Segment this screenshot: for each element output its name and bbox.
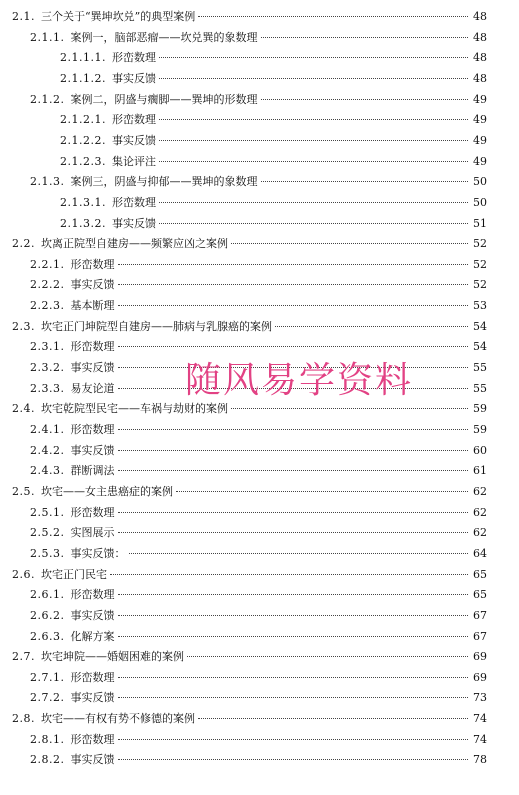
toc-entry[interactable] <box>30 28 487 48</box>
toc-entry-title: 事实反馈 <box>70 361 115 374</box>
dot-leader <box>275 326 468 327</box>
dot-leader <box>118 388 469 389</box>
dot-leader <box>118 677 469 678</box>
dot-leader <box>118 346 469 347</box>
dot-leader <box>159 78 468 79</box>
toc-entry-page-number: 59 <box>473 402 487 415</box>
toc-entry-number: 2.8.1. <box>30 733 65 746</box>
toc-entry-page-number: 50 <box>473 196 487 209</box>
toc-entry[interactable] <box>30 379 487 399</box>
toc-entry[interactable] <box>30 523 487 543</box>
toc-entry-number: 2.1.2. <box>30 93 65 106</box>
toc-entry-number: 2.1.2.1. <box>60 113 106 126</box>
toc-entry-title: 事实反馈 <box>111 134 156 147</box>
toc-entry-number: 2.4.3. <box>30 464 65 477</box>
toc-entry-number: 2.2. <box>12 237 35 250</box>
toc-entry[interactable] <box>30 606 487 626</box>
dot-leader <box>187 656 468 657</box>
toc-entry-number: 2.4.1. <box>30 423 65 436</box>
toc-entry-page-number: 62 <box>473 506 487 519</box>
toc-entry-page-number: 62 <box>473 526 487 539</box>
toc-entry-title: 群断调法 <box>70 464 115 477</box>
toc-entry-title: 基本断理 <box>70 299 115 312</box>
dot-leader <box>129 553 469 554</box>
toc-entry[interactable] <box>30 688 487 708</box>
watermark: 随风易学资料 <box>185 360 414 401</box>
toc-entry-page-number: 74 <box>473 733 487 746</box>
toc-entry[interactable] <box>60 48 487 68</box>
toc-entry[interactable] <box>30 627 487 647</box>
toc-entry-number: 2.7.2. <box>30 691 65 704</box>
dot-leader <box>176 491 468 492</box>
toc-entry[interactable] <box>30 503 487 523</box>
toc-entry-page-number: 49 <box>473 113 487 126</box>
toc-entry-title: 实图展示 <box>70 526 115 539</box>
toc-entry[interactable] <box>12 7 487 27</box>
toc-entry-title: 事实反馈 <box>70 278 115 291</box>
dot-leader <box>118 697 469 698</box>
toc-entry-page-number: 49 <box>473 93 487 106</box>
toc-entry-number: 2.4.2. <box>30 444 65 457</box>
toc-entry[interactable] <box>12 482 487 502</box>
toc-entry-page-number: 62 <box>473 485 487 498</box>
toc-entry-title: 三个关于“巽坤坎兑”的典型案例 <box>41 10 196 23</box>
dot-leader <box>118 532 469 533</box>
toc-entry-page-number: 48 <box>473 31 487 44</box>
toc-entry-page-number: 53 <box>473 299 487 312</box>
toc-entry-title: 事实反馈 <box>70 691 115 704</box>
toc-entry-number: 2.2.2. <box>30 278 65 291</box>
toc-entry-page-number: 78 <box>473 753 487 766</box>
toc-entry-number: 2.6. <box>12 568 35 581</box>
toc-entry-title: 坎宅正门坤院型自建房——肺病与乳腺癌的案例 <box>41 320 272 333</box>
toc-entry[interactable] <box>60 193 487 213</box>
dot-leader <box>159 140 468 141</box>
dot-leader <box>118 450 469 451</box>
toc-entry-number: 2.5.3. <box>30 547 65 560</box>
toc-entry-number: 2.1.3.1. <box>60 196 106 209</box>
toc-entry-page-number: 59 <box>473 423 487 436</box>
toc-entry-number: 2.6.2. <box>30 609 65 622</box>
toc-entry[interactable] <box>30 296 487 316</box>
toc-entry-page-number: 51 <box>473 217 487 230</box>
toc-entry[interactable] <box>30 337 487 357</box>
toc-entry[interactable] <box>60 131 487 151</box>
toc-entry[interactable] <box>30 255 487 275</box>
dot-leader <box>261 99 469 100</box>
dot-leader <box>118 512 469 513</box>
toc-entry-title: 形峦数理 <box>70 671 115 684</box>
toc-entry-title: 坎离正院型自建房——频繁应凶之案例 <box>41 237 228 250</box>
dot-leader <box>261 37 469 38</box>
toc-entry-title: 形峦数理 <box>70 506 115 519</box>
toc-entry-page-number: 54 <box>473 340 487 353</box>
toc-entry-page-number: 48 <box>473 72 487 85</box>
toc-entry-page-number: 61 <box>473 464 487 477</box>
toc-entry-title: 事实反馈 <box>111 72 156 85</box>
toc-entry-number: 2.1.2.2. <box>60 134 106 147</box>
toc-entry-title: 事实反馈 <box>70 753 115 766</box>
dot-leader <box>118 367 469 368</box>
toc-entry-page-number: 50 <box>473 175 487 188</box>
dot-leader <box>231 408 468 409</box>
dot-leader <box>159 161 468 162</box>
toc-entry[interactable] <box>30 668 487 688</box>
toc-entry-number: 2.3.1. <box>30 340 65 353</box>
toc-entry[interactable] <box>30 420 487 440</box>
toc-entry-title: 坎宅——有权有势不修德的案例 <box>41 712 195 725</box>
toc-entry[interactable] <box>30 358 487 378</box>
toc-entry-page-number: 60 <box>473 444 487 457</box>
toc-entry-number: 2.1.3. <box>30 175 65 188</box>
toc-entry-number: 2.5.2. <box>30 526 65 539</box>
toc-entry[interactable] <box>12 709 487 729</box>
dot-leader <box>159 223 468 224</box>
toc-entry-page-number: 52 <box>473 258 487 271</box>
toc-entry-title: 案例一，脑部恶瘤——坎兑巽的象数理 <box>70 31 258 44</box>
toc-entry-page-number: 64 <box>473 547 487 560</box>
toc-entry-title: 案例三，阴盛与抑郁——巽坤的象数理 <box>70 175 258 188</box>
toc-entry-number: 2.1.3.2. <box>60 217 106 230</box>
dot-leader <box>118 264 469 265</box>
toc-entry-title: 坎宅正门民宅 <box>41 568 107 581</box>
toc-entry-number: 2.6.3. <box>30 630 65 643</box>
toc-entry[interactable] <box>30 750 487 770</box>
toc-entry-page-number: 69 <box>473 650 487 663</box>
toc-entry-title: 坎宅——女主患癌症的案例 <box>41 485 173 498</box>
toc-entry-page-number: 74 <box>473 712 487 725</box>
toc-entry[interactable] <box>12 399 487 419</box>
toc-entry-page-number: 52 <box>473 237 487 250</box>
toc-entry-number: 2.1. <box>12 10 35 23</box>
toc-entry-number: 2.8. <box>12 712 35 725</box>
toc-entry-title: 形峦数理 <box>70 423 115 436</box>
toc-entry[interactable] <box>12 234 487 254</box>
toc-entry[interactable] <box>60 214 487 234</box>
toc-entry-page-number: 67 <box>473 630 487 643</box>
dot-leader <box>159 119 468 120</box>
dot-leader <box>198 718 468 719</box>
toc-entry-title: 形峦数理 <box>111 196 156 209</box>
toc-entry-page-number: 67 <box>473 609 487 622</box>
toc-entry-page-number: 65 <box>473 568 487 581</box>
toc-entry[interactable] <box>30 730 487 750</box>
toc-entry-title: 形峦数理 <box>70 258 115 271</box>
toc-entry-page-number: 48 <box>473 10 487 23</box>
toc-entry[interactable] <box>60 69 487 89</box>
toc-entry-number: 2.3.2. <box>30 361 65 374</box>
dot-leader <box>118 305 469 306</box>
toc-entry-title: 形峦数理 <box>111 113 156 126</box>
toc-entry-page-number: 55 <box>473 361 487 374</box>
dot-leader <box>261 181 469 182</box>
toc-entry-number: 2.6.1. <box>30 588 65 601</box>
toc-entry[interactable] <box>30 275 487 295</box>
toc-entry-number: 2.7. <box>12 650 35 663</box>
dot-leader <box>118 759 469 760</box>
dot-leader <box>118 615 469 616</box>
toc-entry-page-number: 49 <box>473 155 487 168</box>
toc-entry-number: 2.3.3. <box>30 382 65 395</box>
toc-entry-number: 2.3. <box>12 320 35 333</box>
toc-entry[interactable] <box>30 585 487 605</box>
toc-entry-title: 事实反馈： <box>70 547 126 560</box>
toc-entry-title: 易友论道 <box>70 382 115 395</box>
toc-entry-title: 形峦数理 <box>111 51 156 64</box>
toc-entry-title: 坎宅乾院型民宅——车祸与劫财的案例 <box>41 402 228 415</box>
toc-entry-page-number: 55 <box>473 382 487 395</box>
dot-leader <box>159 202 468 203</box>
toc-entry-title: 事实反馈 <box>111 217 156 230</box>
toc-entry-number: 2.1.1.2. <box>60 72 106 85</box>
toc-entry-page-number: 52 <box>473 278 487 291</box>
toc-entry[interactable] <box>12 647 487 667</box>
dot-leader <box>159 57 468 58</box>
toc-entry[interactable] <box>30 172 487 192</box>
toc-entry-number: 2.1.1.1. <box>60 51 106 64</box>
toc-entry-page-number: 65 <box>473 588 487 601</box>
dot-leader <box>118 429 469 430</box>
toc-entry-title: 事实反馈 <box>70 609 115 622</box>
toc-entry-title: 形峦数理 <box>70 588 115 601</box>
toc-entry[interactable] <box>12 565 487 585</box>
toc-entry-title: 形峦数理 <box>70 733 115 746</box>
toc-entry[interactable] <box>30 441 487 461</box>
toc-entry-number: 2.5. <box>12 485 35 498</box>
dot-leader <box>110 574 468 575</box>
dot-leader <box>118 636 469 637</box>
dot-leader <box>118 739 469 740</box>
toc-entry-title: 化解方案 <box>70 630 115 643</box>
toc-entry-page-number: 48 <box>473 51 487 64</box>
dot-leader <box>118 284 469 285</box>
toc-entry-number: 2.2.1. <box>30 258 65 271</box>
toc-entry[interactable] <box>60 152 487 172</box>
toc-entry[interactable] <box>60 110 487 130</box>
toc-entry[interactable] <box>30 90 487 110</box>
toc-entry-title: 坎宅坤院——婚姻困难的案例 <box>41 650 184 663</box>
toc-entry-title: 集论评注 <box>111 155 156 168</box>
toc-entry-number: 2.2.3. <box>30 299 65 312</box>
toc-entry-title: 案例二，阴盛与瘸脚——巽坤的形数理 <box>70 93 258 106</box>
toc-entry[interactable] <box>30 461 487 481</box>
toc-entry-page-number: 73 <box>473 691 487 704</box>
toc-entry-page-number: 54 <box>473 320 487 333</box>
toc-entry-page-number: 49 <box>473 134 487 147</box>
toc-entry-title: 事实反馈 <box>70 444 115 457</box>
toc-entry-number: 2.7.1. <box>30 671 65 684</box>
dot-leader <box>118 470 469 471</box>
dot-leader <box>118 594 469 595</box>
toc-entry[interactable] <box>30 544 487 564</box>
toc-entry-number: 2.1.2.3. <box>60 155 106 168</box>
dot-leader <box>198 16 468 17</box>
toc-entry-number: 2.5.1. <box>30 506 65 519</box>
toc-entry-number: 2.4. <box>12 402 35 415</box>
toc-entry-number: 2.8.2. <box>30 753 65 766</box>
toc-entry-title: 形峦数理 <box>70 340 115 353</box>
dot-leader <box>231 243 468 244</box>
toc-entry-page-number: 69 <box>473 671 487 684</box>
toc-entry[interactable] <box>12 317 487 337</box>
toc-entry-number: 2.1.1. <box>30 31 65 44</box>
